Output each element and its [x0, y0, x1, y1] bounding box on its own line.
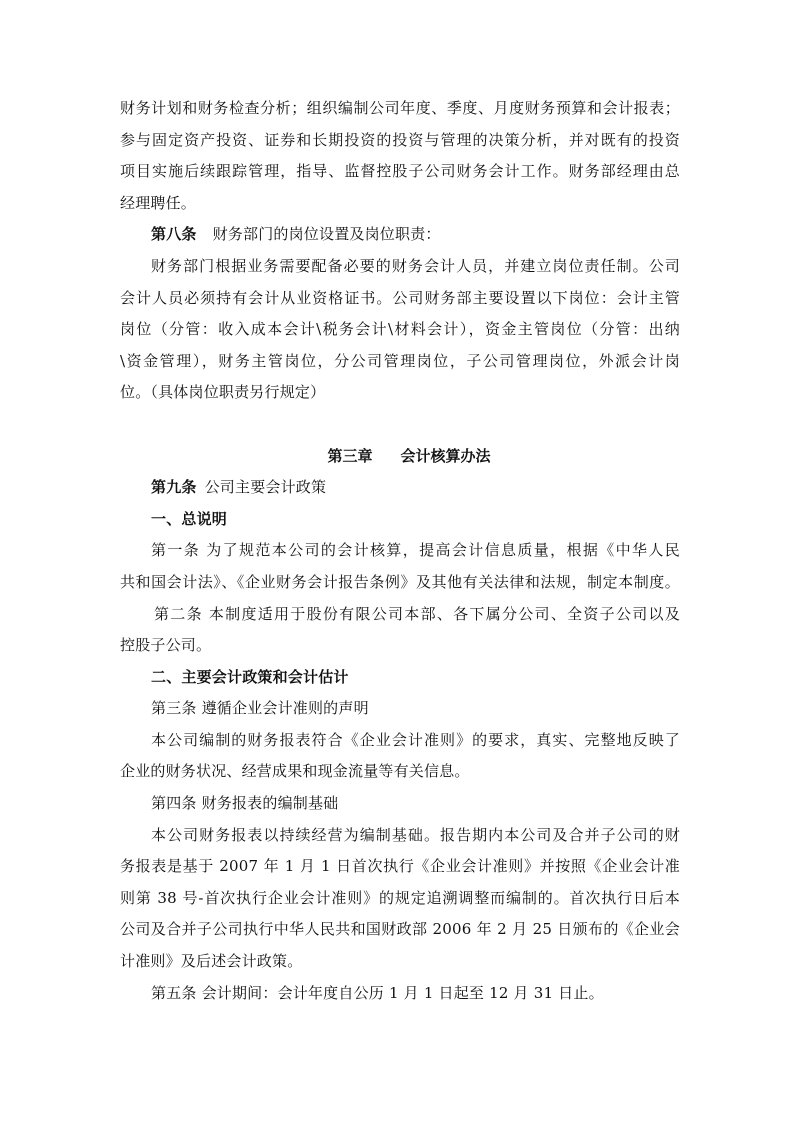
clause-line: 控股子公司。 — [120, 636, 212, 655]
clause-line: 第一条 为了规范本公司的会计核算，提高会计信息质量，根据《中华人民 — [151, 541, 680, 560]
clause-line: 公司及合并子公司执行中华人民共和国财政部 2006 年 2 月 25 日颁布的《企业会 — [120, 920, 681, 939]
clause-line: 本公司编制的财务报表符合《企业会计准则》的要求，真实、完整地反映了 — [151, 730, 680, 749]
clause-line: 计准则》及后述会计政策。 — [120, 952, 303, 971]
article-9 — [120, 472, 680, 504]
article-9-title: 第九条 — [151, 478, 197, 497]
paragraph-line: 参与固定资产投资、证券和长期投资的投资与管理的决策分析，并对既有的投资 — [120, 130, 680, 149]
chapter-heading — [120, 441, 680, 473]
article-9-text: 公司主要会计政策 — [204, 478, 327, 497]
paragraph-line: \资金管理），财务主管岗位，分公司管理岗位，子公司管理岗位，外派会计岗 — [120, 351, 680, 370]
paragraph-line: 会计人员必须持有会计从业资格证书。公司财务部主要设置以下岗位：会计主管 — [120, 288, 680, 307]
paragraph-line: 财务计划和财务检查分析；组织编制公司年度、季度、月度财务预算和会计报表； — [120, 99, 680, 117]
paragraph-line: 财务部门根据业务需要配备必要的财务会计人员，并建立岗位责任制。公司 — [151, 256, 680, 275]
chapter-title: 会计核算办法 — [400, 446, 491, 465]
clause-line: 本公司财务报表以持续经营为编制基础。报告期内本公司及合并子公司的财 — [151, 825, 680, 844]
chapter-number: 第三章 — [327, 446, 373, 465]
clause-line: 第二条 本制度适用于股份有限公司本部、各下属分公司、全资子公司以及 — [154, 604, 680, 623]
article-8 — [120, 219, 680, 251]
article-8-text: 财务部门的岗位设置及岗位职责： — [212, 225, 441, 244]
article-8-title: 第八条 — [151, 225, 197, 244]
paragraph-line: 项目实施后续跟踪管理，指导、监督控股子公司财务会计工作。财务部经理由总 — [120, 162, 680, 181]
clause-line: 第五条 会计期间：会计年度自公历 1 月 1 日起至 12 月 31 日止。 — [151, 983, 604, 1002]
clause-line: 共和国会计法》、《企业财务会计报告条例》及其他有关法律和法规，制定本制度。 — [120, 572, 680, 591]
clause-heading: 第三条 遵循企业会计准则的声明 — [151, 699, 369, 718]
document-page — [120, 93, 680, 1009]
paragraph-line: 岗位（分管：收入成本会计\税务会计\材料会计），资金主管岗位（分管：出纳 — [120, 320, 680, 339]
section-heading-2: 二、主要会计政策和会计估计 — [151, 667, 349, 686]
paragraph-line: 位。（具体岗位职责另行规定） — [120, 383, 326, 402]
paragraph-line: 经理聘任。 — [120, 193, 197, 212]
clause-line: 则第 38 号-首次执行企业会计准则》的规定追溯调整而编制的。首次执行日后本 — [120, 888, 680, 907]
clause-line: 务报表是基于 2007 年 1 月 1 日首次执行《企业会计准则》并按照《企业会计准 — [120, 857, 680, 876]
section-heading-1: 一、总说明 — [151, 509, 228, 528]
clause-heading: 第四条 财务报表的编制基础 — [151, 794, 339, 813]
clause-line: 企业的财务状况、经营成果和现金流量等有关信息。 — [120, 762, 470, 781]
